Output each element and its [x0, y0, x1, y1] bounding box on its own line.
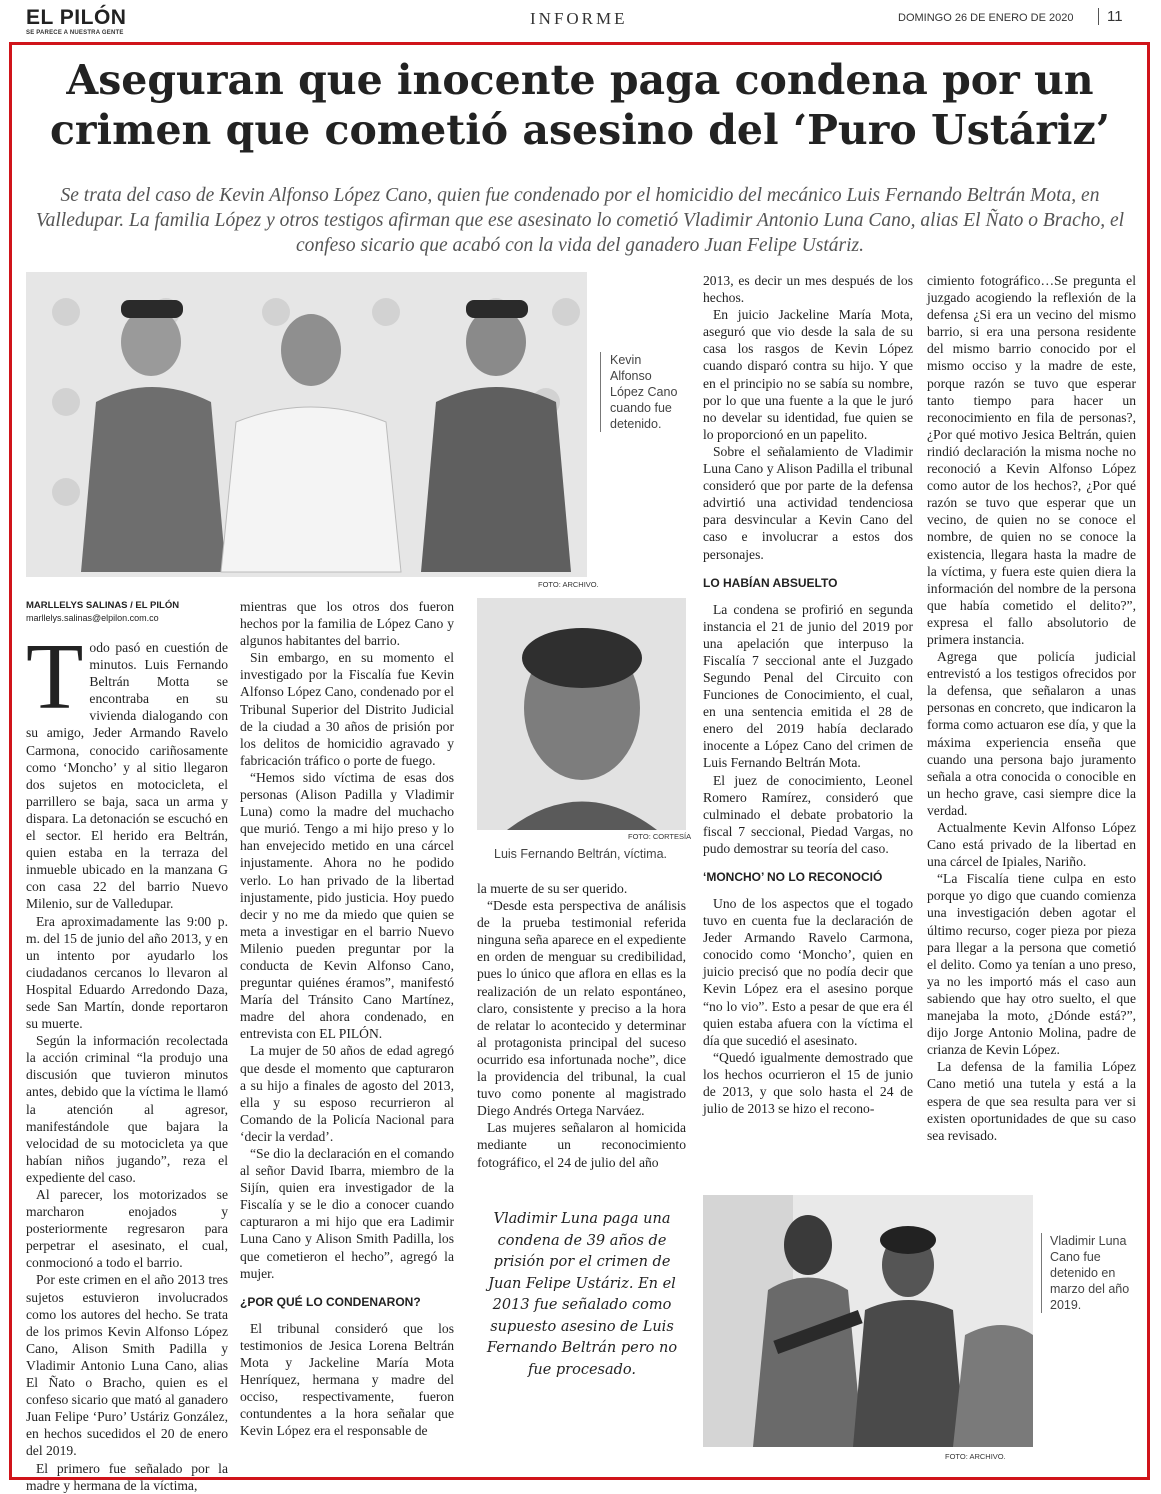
section-label: INFORME: [530, 9, 628, 28]
paragraph: “Quedó igualmente demostrado que los hechos ocurrieron el 15 de junio de 2013, y que solo hasta el 24 de julio de 2013 se hizo el recono-: [703, 1049, 913, 1117]
photo1-credit: FOTO: ARCHIVO.: [538, 580, 599, 589]
paragraph: La defensa de la familia López Cano metió una tutela y está a la espera de que sea resulta para ver si existen oportunidades de que su caso sea revisado.: [927, 1059, 1136, 1143]
subheading-why-convicted: ¿POR QUÉ LO CONDENARON?: [240, 1294, 421, 1309]
subheading-acquitted: LO HABÍAN ABSUELTO: [703, 575, 838, 590]
paragraph: “Se dio la declaración en el comando al señor David Ibarra, miembro de la Sijín, quien era investigador de la Fiscalía y se le dio a conocer cuando capturaron a mi hijo que era Ladimir Luna Cano y Alison Smith Padilla, los que cometieron el hecho”, agregó la mujer.: [240, 1146, 454, 1281]
column-2: [240, 598, 454, 1439]
photo2-caption: Luis Fernando Beltrán, víctima.: [494, 847, 667, 861]
issue-date: DOMINGO 26 DE ENERO DE 2020: [898, 12, 1074, 24]
paragraph: cimiento fotográfico…Se pregunta el juzgado acogiendo la reflexión de la defensa ¿Si era un vecino del mismo barrio, si era una persona residente del mismo barrio conocido por el mismo occiso y la madre de este, porque razón se tuvo que esperar tanto tiempo para hacer un reconocimiento en fila de personas?, ¿Por qué motivo Jesica Beltrán, quien rindió declaración la misma noche no reconoció a Kevin Alfonso López como autor de los hechos?, ¿Por qué razón se tuvo que esperar que un vecino, de quien no se conoce el nombre, de quien no se conoce la existencia, llegara hasta la madre de la víctima, y fuera este quien diera la información del nombre de la persona que había cometido el delito?”, expresa el fallo absolutorio de primera instancia.: [927, 273, 1136, 647]
paragraph: En juicio Jackeline María Mota, aseguró que vio desde la sala de su casa los rasgos de Kevin López cuando disparó contra su hijo. Y que en el principio no se sabía su nombre, por lo que una fuente a la que le juró no develar su identidad, fue quien se lo proporcionó en un papelito.: [703, 307, 913, 442]
paragraph: Sin embargo, en su momento el investigado por la Fiscalía fue Kevin Alfonso López Cano, condenado por el Tribunal Superior del Distrito Judicial de la ciudad a 30 años de prisión por los delitos de homicidio agravado y fabricación tráfico o porte de fuego.: [240, 650, 454, 768]
article-deck: Se trata del caso de Kevin Alfonso López Cano, quien fue condenado por el homicidio del mecánico Luis Fernando Beltrán Mota, en Valledupar. La familia López y otros testigos afirman que ese asesinato lo cometió Vladimir Antonio Luna Cano, alias El Ñato o Bracho, el confeso sicario que acabó con la vida del ganadero Juan Felipe Ustáriz.: [35, 185, 1125, 256]
paragraph: El primero fue señalado por la madre y hermana de la víctima,: [26, 1460, 228, 1493]
paragraph: 2013, es decir un mes después de los hechos.: [703, 273, 913, 306]
paragraph: Según la información recolectada la acción criminal “la produjo una discusión que tuvieron minutos antes, debido que la víctima le llamó la atención al agresor, manifestándole que bajara la velocidad de su motocicleta ya que habían niños jugando”, reza el expediente del caso.: [26, 1033, 228, 1185]
drop-cap: T: [26, 625, 84, 729]
paragraph: Sobre el señalamiento de Vladimir Luna Cano y Alison Padilla el tribunal consideró que por parte de la defensa advirtió una actividad tendenciosa para desvincular a Kevin Cano del caso e involucrar a estos dos personajes.: [703, 443, 913, 562]
paragraph: la muerte de su ser querido.: [477, 881, 628, 896]
column-3: [477, 880, 686, 1171]
masthead-logo: EL PILÓN: [26, 6, 127, 29]
article-headline: Aseguran que inocente paga condena por un crimen que cometió asesino del ‘Puro Ustáriz’: [49, 56, 1111, 154]
author-email: marllelys.salinas@elpilon.com.co: [26, 613, 159, 623]
photo1-caption: Kevin Alfonso López Cano cuando fue detenido.: [610, 353, 678, 431]
paragraph: La condena se profirió en segunda instancia el 21 de junio del 2019 por una apelación que interpuso la Fiscalía 7 seccional ante el Juzgado Segundo Penal del Circuito con Funciones de Conocimiento, el cual, en una sentencia emitida el 28 de enero del 2019 había declarado inocente a López Cano del crimen de Luis Fernando Beltrán Mota.: [703, 601, 913, 771]
column-1: [26, 625, 228, 1494]
paragraph: Era aproximadamente las 9:00 p. m. del 15 de junio del año 2013, y en un intento por ayudarlo los ciudadanos cercanos lo llevaron al Hospital Eduardo Arredondo Daza, sede San Martín, donde reportaron su muerte.: [26, 913, 228, 1032]
paragraph: “Desde esta perspectiva de análisis de la prueba testimonial referida ninguna seña aparece en el expediente en orden de menguar su credibilidad, pues lo único que aflora en ellas es la realización de un relato espontáneo, claro, consistente y preciso a la hora de relatar lo acontecido y determinar al protagonista principal del suceso ocurrido esa infortunada noche”, dice la providencia del tribunal, la cual tuvo como ponente al magistrado Diego Andrés Ortega Narváez.: [477, 898, 686, 1119]
paragraph: “Hemos sido víctima de esas dos personas (Alison Padilla y Vladimir Luna) como la madre del muchacho que murió. Tengo a mi hijo preso y lo han envejecido metido en una cárcel injustamente. Ahora no he podido verlo. Lo han privado de la libertad injustamente, pido justicia. Hoy puedo decir y no me da miedo que quien se meta a investigar en el barrio Nuevo Milenio pueden preguntar por la conducta de Kevin Alfonso Cano, preguntar quiénes éramos”, manifestó María del Tránsito Cano Martínez, madre del ahora condenado, en entrevista con EL PILÓN.: [240, 769, 454, 1042]
photo-victim: [477, 598, 686, 830]
column-4: [703, 272, 913, 1117]
pull-quote: Vladimir Luna paga una condena de 39 años de prisión por el crimen de Juan Felipe Ustáriz. En el 2013 fue señalado como supuesto asesino de Luis Fernando Beltrán pero no fue procesado.: [486, 1211, 678, 1378]
paragraph: mientras que los otros dos fueron hechos por la familia de López Cano y algunos habitantes del barrio.: [240, 599, 454, 649]
paragraph: El tribunal consideró que los testimonios de Jesica Lorena Beltrán Mota y Jackeline María Mota Henríquez, hermana y madre del occiso, respectivamente, fueron contundentes a la hora señalar que Kevin López era el responsable de: [240, 1320, 454, 1439]
photo-kevin-detained: [26, 272, 587, 577]
paragraph: Actualmente Kevin Alfonso López Cano está privado de la libertad en una cárcel de Ipiales, Nariño.: [927, 820, 1136, 870]
masthead-slogan: SE PARECE A NUESTRA GENTE: [26, 30, 124, 36]
subheading-moncho: ‘MONCHO’ NO LO RECONOCIÓ: [703, 870, 883, 884]
column-5: [927, 272, 1136, 1144]
paragraph: “La Fiscalía tiene culpa en esto porque yo digo que cuando comienza una investigación deben agotar el último recurso, coger pieza por pieza para llegar a la persona que cometió el delito. Como ya tenían a uno preso, ya no les importó más el caso aun sabiendo que hay otro suelto, el que manejaba la moto, ¿Dónde está?”, dijo Jorge Antonio Molina, padre de crianza de Kevin López.: [927, 871, 1136, 1058]
paragraph: Agrega que policía judicial entrevistó a los testigos ofrecidos por la defensa, que señalaron a unas personas en concreto, que indicaron la forma como actuaron ese día, y que la máxima experiencia enseña que cuando una persona bajo juramento señala a otra conocida o conocible en un hecho grave, casi siempre dice la verdad.: [927, 649, 1136, 818]
paragraph: Por este crimen en el año 2013 tres sujetos estuvieron involucrados como los autores del hecho. Se trata de los primos Kevin Alfonso López Cano, Alison Smith Padilla y Vladimir Antonio Luna Cano, alias El Ñato o Bracho, quien es el confeso sicario que mató al ganadero Juan Felipe ‘Puro’ Ustáriz González, en hechos sucedidos el 20 de enero del 2019.: [26, 1272, 228, 1459]
paragraph: Uno de los aspectos que el togado tuvo en cuenta fue la declaración de Jeder Armando Ravelo Carmona, conocido como ‘Moncho’, quien en juicio precisó que no podía decir que Kevin López era el asesino porque “no lo vio”. Esto a pesar de que era él quien estaba afuera con la víctima el día que sucedió el asesinato.: [703, 896, 913, 1048]
paragraph: Las mujeres señalaron al homicida mediante un reconocimiento fotográfico, el 24 de julio del año: [477, 1120, 686, 1170]
paragraph: Al parecer, los motorizados se marcharon enojados y posteriormente regresaron para perpetrar el asesinato, el cual, conmocionó a todo el barrio.: [26, 1187, 228, 1271]
photo1-caption-rule: [600, 352, 601, 432]
photo3-caption: Vladimir Luna Cano fue detenido en marzo del año 2019.: [1050, 1234, 1130, 1312]
photo3-caption-rule: [1041, 1233, 1042, 1313]
paragraph: La mujer de 50 años de edad agregó que desde el momento que capturaron a su hijo a finales de agosto del 2013, ella y su esposo recurrieron al Comando de la Policía Nacional para ‘decir la verdad’.: [240, 1043, 454, 1144]
photo3-credit: FOTO: ARCHIVO.: [945, 1452, 1006, 1461]
byline: MARLLELYS SALINAS / EL PILÓN: [26, 600, 180, 611]
photo-vladimir-detained: [703, 1195, 1033, 1447]
page-number: 11: [1098, 8, 1123, 25]
paragraph: odo pasó en cuestión de minutos. Luis Fernando Beltrán Motta se encontraba en su vivienda dialogando con su amigo, Jeder Armando Ravelo Carmona, conocido cariñosamente como ‘Moncho’ y al sitio llegaron dos sujetos en motocicleta, el parrillero se baja, saca un arma y dispara. La detonación se escuchó en el sector. El herido era Beltrán, quien estaba en la terraza del inmueble ubicado en la manzana G con casa 22 del barrio Nuevo Milenio, sur de Valledupar.: [26, 640, 228, 912]
paragraph: El juez de conocimiento, Leonel Romero Ramírez, consideró que culminado el debate probatorio la fiscal 7 seccional, Piedad Vargas, no pudo demostrar su teoría del caso.: [703, 772, 913, 856]
photo2-credit: FOTO: CORTESÍA: [628, 832, 692, 841]
